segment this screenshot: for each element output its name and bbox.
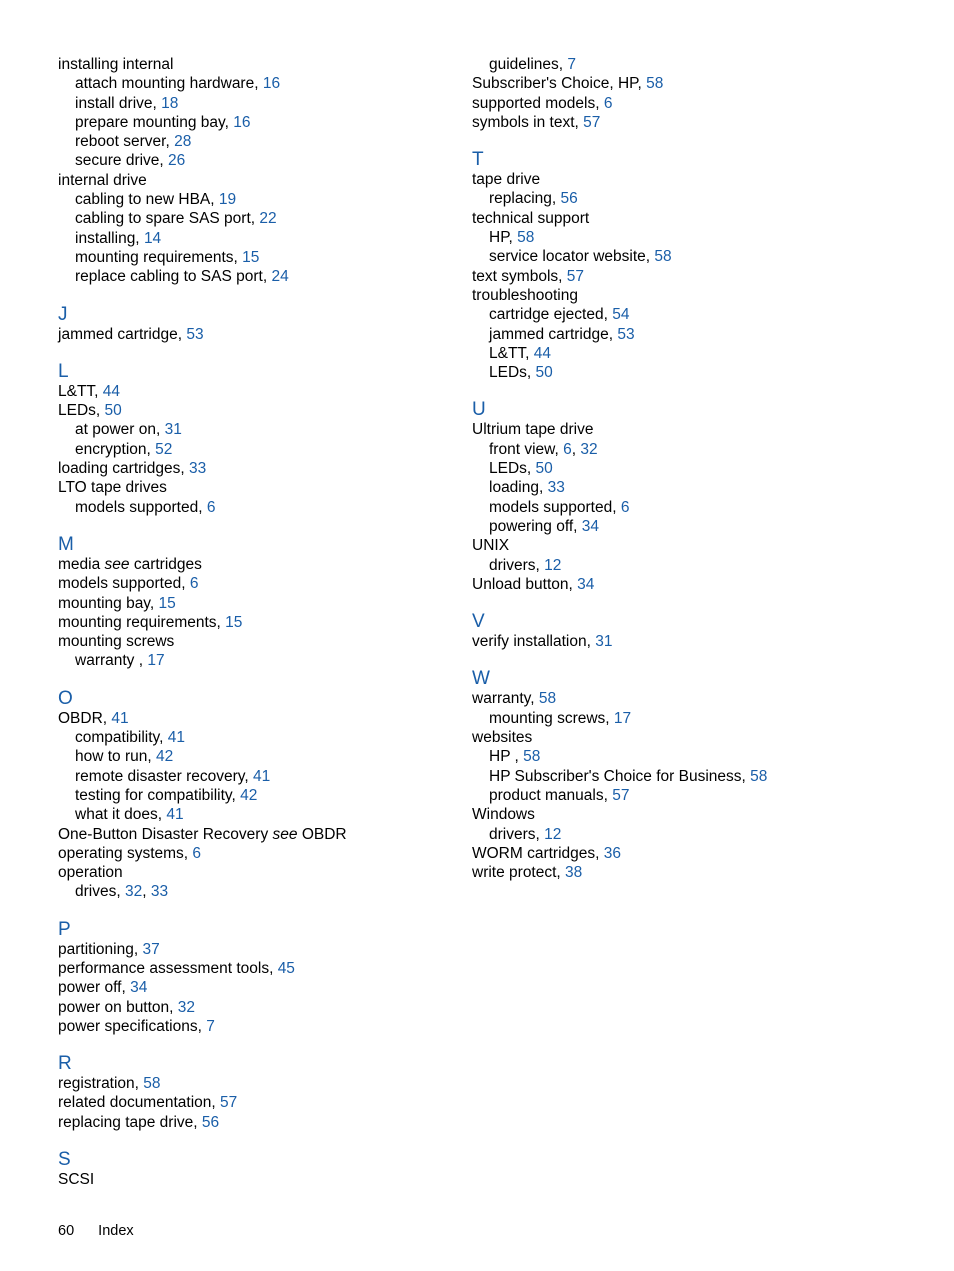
entry-text: registration, — [58, 1075, 144, 1093]
entry-text: powering off, — [489, 517, 582, 535]
entry-text: testing for compatibility, — [75, 786, 241, 804]
index-entry — [58, 594, 458, 613]
entry-text: performance assessment tools, — [58, 959, 278, 977]
entry-text: cabling to spare SAS port, — [75, 210, 260, 228]
entry-text: replace cabling to SAS port, — [75, 268, 272, 286]
page-reference-link[interactable]: 26 — [168, 152, 186, 170]
page-reference-link[interactable]: 58 — [517, 229, 535, 247]
entry-text: L&TT, — [58, 382, 103, 400]
entry-text: LEDs, — [58, 402, 105, 420]
page-reference-link[interactable]: 41 — [167, 729, 185, 747]
page-reference-link[interactable]: 38 — [565, 864, 583, 882]
index-entry — [472, 689, 912, 708]
index-subentry — [472, 440, 912, 459]
page-reference-link[interactable]: 57 — [612, 786, 630, 804]
index-subentry — [472, 478, 912, 497]
entry-text: power on button, — [58, 998, 178, 1016]
index-column-right — [472, 55, 912, 882]
page-reference-link[interactable]: 16 — [262, 75, 281, 93]
see-reference-text: see — [272, 825, 298, 843]
index-entry — [58, 844, 458, 863]
page-reference-link[interactable]: 31 — [164, 421, 182, 439]
index-subentry — [58, 151, 458, 170]
page-reference-link[interactable]: 50 — [535, 460, 553, 478]
entry-text: OBDR — [297, 825, 347, 843]
index-subentry — [58, 728, 458, 747]
page-reference-link[interactable]: 22 — [259, 210, 277, 228]
page-reference-link[interactable]: 6 — [603, 94, 613, 112]
index-entry — [58, 1170, 458, 1189]
entry-text: websites — [472, 729, 533, 747]
page-reference-link[interactable]: 34 — [581, 517, 600, 535]
index-letter-heading: S — [58, 1149, 71, 1171]
entry-text: encryption, — [75, 440, 156, 458]
entry-text: replacing tape drive, — [58, 1113, 202, 1131]
index-entry — [58, 555, 458, 574]
index-subentry — [472, 459, 912, 478]
entry-text: mounting requirements, — [58, 613, 226, 631]
page-reference-link[interactable]: 6 — [206, 498, 216, 516]
index-letter-heading: T — [472, 149, 484, 171]
page-reference-link[interactable]: 17 — [147, 652, 165, 670]
index-entry — [472, 94, 912, 113]
index-subentry — [472, 228, 912, 247]
index-entry — [472, 286, 912, 305]
entry-text: Unload button, — [472, 575, 578, 593]
entry-text: drivers, — [489, 556, 545, 574]
entry-text: front view, — [489, 440, 564, 458]
page-reference-link[interactable]: 44 — [533, 344, 552, 362]
index-subentry — [58, 786, 458, 805]
entry-text: partitioning, — [58, 940, 143, 958]
entry-text: troubleshooting — [472, 286, 578, 304]
index-entry — [58, 709, 458, 728]
entry-text: loading, — [489, 479, 548, 497]
page-reference-link[interactable]: 24 — [271, 268, 289, 286]
index-subentry — [472, 55, 912, 74]
index-subentry — [472, 344, 912, 363]
entry-text: cabling to new HBA, — [75, 191, 219, 209]
page-reference-link[interactable]: 57 — [583, 113, 601, 131]
page-reference-link[interactable]: 44 — [102, 382, 121, 400]
entry-text: symbols in text, — [472, 113, 584, 131]
index-subentry — [58, 747, 458, 766]
page-reference-link[interactable]: 50 — [104, 402, 122, 420]
page-reference-link[interactable]: 32 — [124, 883, 143, 901]
index-letter-heading: U — [472, 399, 486, 421]
index-letter-heading: O — [58, 687, 73, 709]
index-entry — [58, 613, 458, 632]
index-subentry — [58, 882, 458, 901]
index-subentry — [58, 113, 458, 132]
page-reference-link[interactable]: 58 — [523, 748, 541, 766]
index-letter-heading: P — [58, 918, 71, 940]
entry-text: remote disaster recovery, — [75, 767, 254, 785]
page-reference-link[interactable]: 45 — [277, 959, 295, 977]
entry-text: One-Button Disaster Recovery — [58, 825, 273, 843]
index-letter-heading: M — [58, 533, 74, 555]
entry-text: operation — [58, 864, 123, 882]
entry-text: operating systems, — [58, 844, 193, 862]
index-entry — [58, 478, 458, 497]
index-entry — [58, 940, 458, 959]
page-reference-link[interactable]: 12 — [544, 825, 562, 843]
entry-text: replacing, — [489, 190, 561, 208]
index-subentry — [58, 440, 458, 459]
index-entry — [58, 1074, 458, 1093]
index-column-left — [58, 55, 458, 1189]
page-reference-link[interactable]: 58 — [538, 690, 557, 708]
index-entry — [472, 536, 912, 555]
entry-text: L&TT, — [489, 344, 534, 362]
entry-text: UNIX — [472, 537, 510, 555]
index-entry — [472, 805, 912, 824]
entry-text: installing internal — [58, 56, 174, 73]
index-entry — [58, 401, 458, 420]
index-entry — [58, 1017, 458, 1036]
entry-text: installing, — [75, 229, 144, 247]
page-reference-link[interactable]: 33 — [150, 883, 169, 901]
page-number: 60 — [58, 1223, 75, 1239]
entry-text: prepare mounting bay, — [75, 113, 234, 131]
index-entry — [472, 74, 912, 93]
entry-text: LEDs, — [489, 364, 536, 382]
page-reference-link[interactable]: 32 — [580, 440, 598, 458]
entry-text: media — [58, 555, 105, 573]
page-reference-link[interactable]: 17 — [613, 709, 632, 727]
page-reference-link[interactable]: 41 — [166, 806, 184, 824]
entry-text: , — [571, 440, 581, 458]
entry-text: LEDs, — [489, 460, 536, 478]
index-entry — [58, 1093, 458, 1112]
page-reference-link[interactable]: 41 — [253, 767, 271, 785]
index-entry — [58, 1113, 458, 1132]
page-reference-link[interactable]: 15 — [225, 613, 243, 631]
entry-text: models supported, — [58, 575, 190, 593]
page-footer — [58, 1222, 134, 1240]
entry-text: HP Subscriber's Choice for Business, — [489, 767, 751, 785]
entry-text: jammed cartridge, — [489, 325, 618, 343]
page-reference-link[interactable]: 16 — [233, 113, 251, 131]
index-letter-heading: J — [58, 303, 68, 325]
index-subentry — [472, 556, 912, 575]
page-reference-link[interactable]: 33 — [188, 460, 207, 478]
index-subentry — [58, 651, 458, 670]
index-entry — [58, 459, 458, 478]
page-reference-link[interactable]: 34 — [130, 979, 148, 997]
entry-text: write protect, — [472, 864, 566, 882]
entry-text: warranty , — [75, 652, 148, 670]
page-reference-link[interactable]: 6 — [189, 575, 199, 593]
page-reference-link[interactable]: 6 — [563, 440, 572, 458]
index-letter-heading: W — [472, 668, 490, 690]
page-reference-link[interactable]: 36 — [603, 844, 622, 862]
entry-text: mounting bay, — [58, 594, 159, 612]
entry-text: jammed cartridge, — [58, 325, 187, 343]
page-reference-link[interactable]: 58 — [646, 75, 664, 93]
entry-text: loading cartridges, — [58, 460, 189, 478]
index-subentry — [58, 132, 458, 151]
page-reference-link[interactable]: 33 — [547, 479, 565, 497]
entry-text: power specifications, — [58, 1017, 207, 1035]
entry-text: service locator website, — [489, 248, 655, 266]
entry-text: install drive, — [75, 94, 162, 112]
entry-text: tape drive — [472, 171, 541, 189]
page-reference-link[interactable]: 32 — [177, 998, 196, 1016]
index-entry — [58, 55, 458, 74]
entry-text: WORM cartridges, — [472, 844, 604, 862]
entry-text: mounting screws — [58, 633, 175, 651]
index-entry — [472, 863, 912, 882]
page-reference-link[interactable]: 58 — [143, 1075, 161, 1093]
index-subentry — [472, 825, 912, 844]
index-subentry — [472, 363, 912, 382]
page-reference-link[interactable]: 56 — [560, 190, 578, 208]
entry-text: compatibility, — [75, 729, 168, 747]
index-subentry — [58, 94, 458, 113]
index-entry — [58, 574, 458, 593]
index-entry — [58, 325, 458, 344]
index-subentry — [472, 189, 912, 208]
page-reference-link[interactable]: 37 — [142, 940, 160, 958]
entry-text: power off, — [58, 979, 131, 997]
index-entry — [58, 171, 458, 190]
index-subentry — [58, 498, 458, 517]
entry-text: HP, — [489, 229, 518, 247]
index-letter-heading: V — [472, 611, 485, 633]
page-reference-link[interactable]: 6 — [192, 844, 202, 862]
entry-text: Windows — [472, 806, 535, 824]
index-entry — [472, 113, 912, 132]
entry-text: cartridge ejected, — [489, 306, 613, 324]
index-subentry — [472, 325, 912, 344]
index-subentry — [472, 498, 912, 517]
page-reference-link[interactable]: 7 — [206, 1017, 215, 1035]
index-subentry — [472, 517, 912, 536]
index-subentry — [58, 420, 458, 439]
entry-text: drives, — [75, 883, 125, 901]
entry-text: drivers, — [489, 825, 545, 843]
index-entry — [472, 728, 912, 747]
entry-text: related documentation, — [58, 1094, 220, 1112]
entry-text: internal drive — [58, 171, 147, 189]
index-letter-heading: L — [58, 360, 69, 382]
page-reference-link[interactable]: 56 — [201, 1113, 220, 1131]
entry-text: text symbols, — [472, 267, 567, 285]
index-subentry — [58, 229, 458, 248]
page-reference-link[interactable]: 58 — [750, 767, 768, 785]
index-entry — [472, 170, 912, 189]
page-reference-link[interactable]: 41 — [111, 709, 129, 727]
page-reference-link[interactable]: 7 — [567, 56, 577, 73]
index-subentry — [58, 805, 458, 824]
index-entry — [58, 382, 458, 401]
page-reference-link[interactable]: 19 — [218, 191, 237, 209]
index-entry — [472, 575, 912, 594]
page-reference-link[interactable]: 53 — [617, 325, 635, 343]
page-reference-link[interactable]: 18 — [161, 94, 179, 112]
page-reference-link[interactable]: 57 — [220, 1094, 238, 1112]
entry-text: attach mounting hardware, — [75, 75, 263, 93]
entry-text: , — [142, 883, 151, 901]
entry-text: models supported, — [75, 498, 207, 516]
index-entry — [472, 267, 912, 286]
page-reference-link[interactable]: 15 — [242, 248, 260, 266]
page-reference-link[interactable]: 28 — [174, 133, 192, 151]
entry-text: Subscriber's Choice, HP, — [472, 75, 647, 93]
page-reference-link[interactable]: 6 — [620, 498, 630, 516]
entry-text: secure drive, — [75, 152, 169, 170]
page-reference-link[interactable]: 54 — [612, 306, 630, 324]
index-subentry — [58, 190, 458, 209]
index-entry — [58, 863, 458, 882]
index-subentry — [58, 267, 458, 286]
index-entry — [58, 632, 458, 651]
index-subentry — [472, 247, 912, 266]
index-entry — [58, 959, 458, 978]
page-reference-link[interactable]: 42 — [156, 748, 174, 766]
index-subentry — [58, 74, 458, 93]
index-entry — [472, 632, 912, 651]
entry-text: supported models, — [472, 94, 604, 112]
index-entry — [472, 420, 912, 439]
page-reference-link[interactable]: 57 — [566, 267, 584, 285]
entry-text: verify installation, — [472, 633, 596, 651]
index-subentry — [58, 248, 458, 267]
index-subentry — [472, 767, 912, 786]
entry-text: SCSI — [58, 1171, 95, 1189]
index-subentry — [472, 786, 912, 805]
index-entry — [58, 978, 458, 997]
index-subentry — [58, 767, 458, 786]
entry-text: at power on, — [75, 421, 165, 439]
index-subentry — [472, 305, 912, 324]
entry-text: reboot server, — [75, 133, 175, 151]
index-entry — [58, 998, 458, 1017]
entry-text: models supported, — [489, 498, 621, 516]
entry-text: what it does, — [75, 806, 167, 824]
page-reference-link[interactable]: 12 — [544, 556, 562, 574]
page-reference-link[interactable]: 34 — [577, 575, 595, 593]
page-reference-link[interactable]: 50 — [535, 364, 553, 382]
index-letter-heading: R — [58, 1053, 72, 1075]
entry-text: technical support — [472, 209, 590, 227]
index-subentry — [472, 709, 912, 728]
entry-text: product manuals, — [489, 786, 613, 804]
index-subentry — [472, 747, 912, 766]
entry-text: cartridges — [129, 555, 202, 573]
page-reference-link[interactable]: 14 — [143, 229, 162, 247]
page-reference-link[interactable]: 58 — [654, 248, 672, 266]
entry-text: Ultrium tape drive — [472, 421, 594, 439]
entry-text: mounting screws, — [489, 709, 614, 727]
page-reference-link[interactable]: 42 — [240, 786, 258, 804]
index-entry — [58, 825, 458, 844]
page-reference-link[interactable]: 52 — [155, 440, 173, 458]
entry-text: LTO tape drives — [58, 479, 167, 497]
see-reference-text: see — [104, 555, 130, 573]
page-reference-link[interactable]: 15 — [158, 594, 176, 612]
page-reference-link[interactable]: 53 — [186, 325, 204, 343]
index-entry — [472, 209, 912, 228]
entry-text: warranty, — [472, 690, 539, 708]
entry-text: guidelines, — [489, 56, 568, 73]
entry-text: OBDR, — [58, 709, 112, 727]
entry-text: HP , — [489, 748, 524, 766]
page-reference-link[interactable]: 31 — [595, 633, 613, 651]
entry-text: mounting requirements, — [75, 248, 243, 266]
index-subentry — [58, 209, 458, 228]
index-entry — [472, 844, 912, 863]
section-title: Index — [98, 1223, 134, 1239]
entry-text: how to run, — [75, 748, 156, 766]
